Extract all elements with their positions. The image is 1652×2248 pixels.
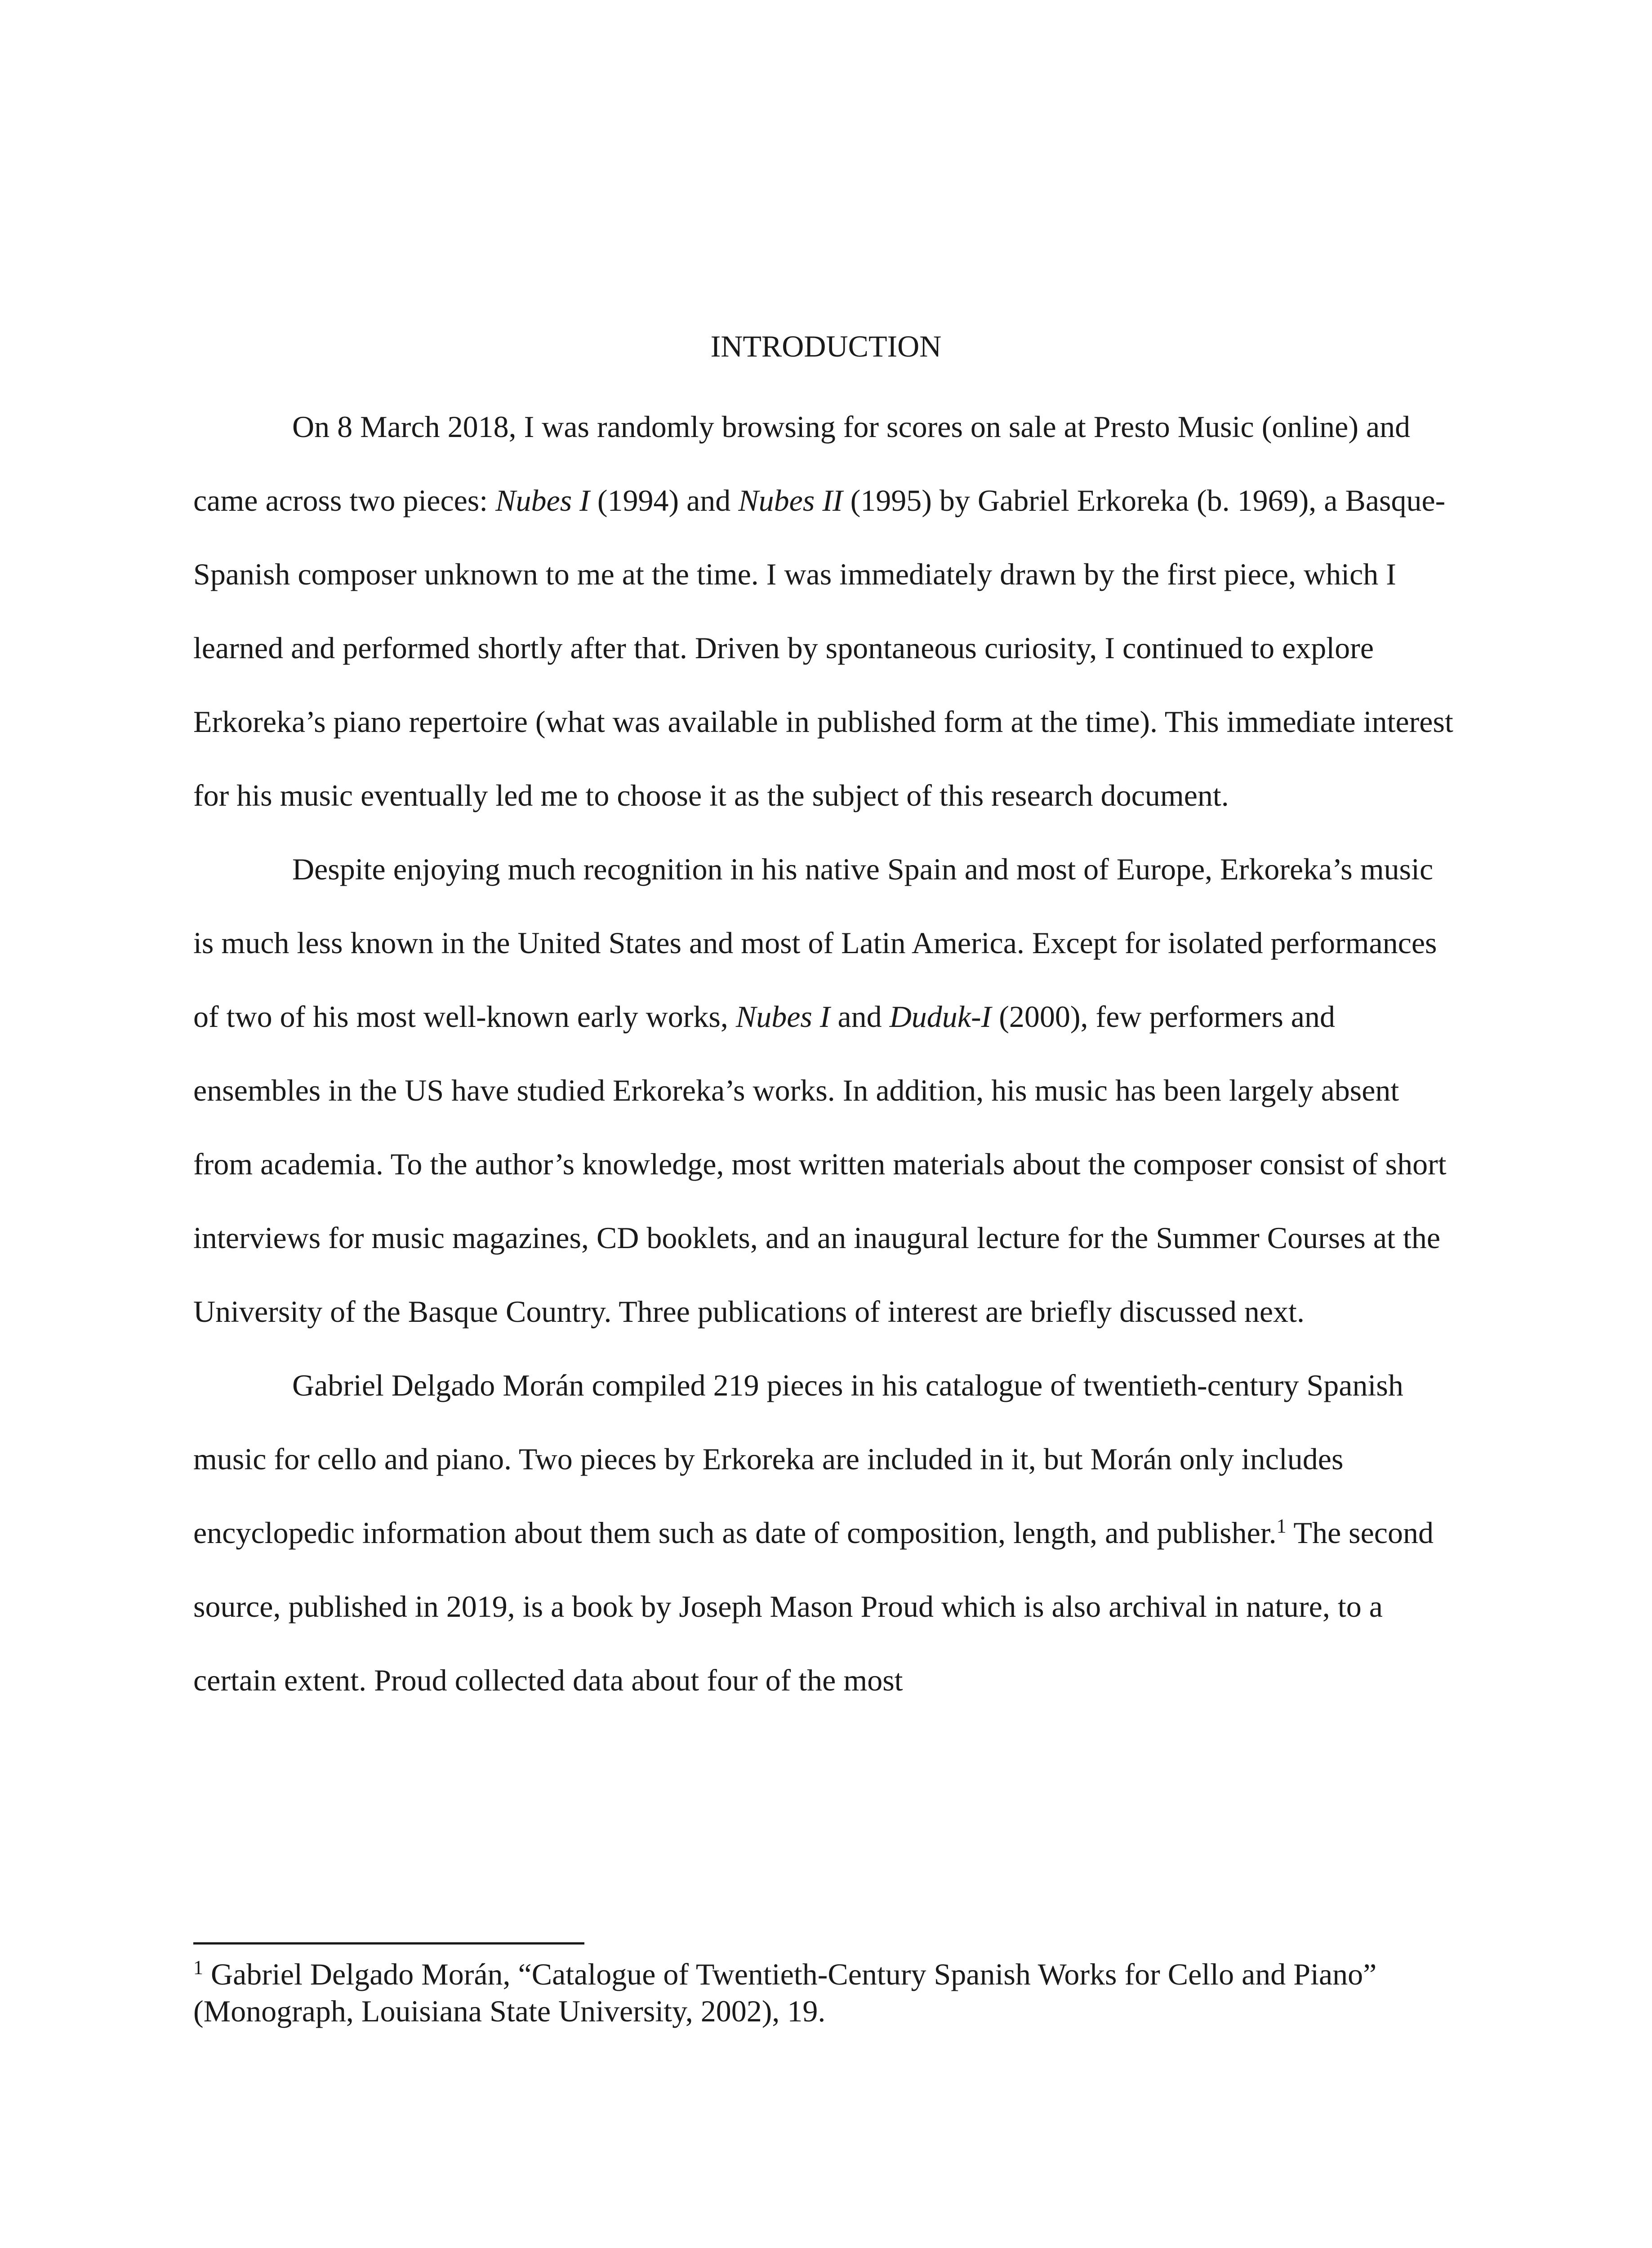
paragraph-3-text-2: The second source, published in 2019, is a book by Joseph Mason Proud which is also archival in nature, to a certain extent. Proud collected data about four of the most: [193, 1516, 1434, 1697]
paragraph-1-text-3: (1995) by Gabriel Erkoreka (b. 1969), a Basque-Spanish composer unknown to me at the time. I was immediately drawn by the first piece, which I learned and performed shortly after that. Driven by spontaneous curiosity, I continued to explore Erkoreka’s piano repertoire (what was available in published form at the time). This immediate interest for his music eventually led me to choose it as the subject of this research document.: [193, 483, 1453, 812]
paragraph-2: [193, 832, 1459, 1348]
footnote-mark: 1: [193, 1956, 203, 1979]
paragraph-2-text-2: and: [830, 999, 890, 1034]
footnote-text: Gabriel Delgado Morán, “Catalogue of Twentieth-Century Spanish Works for Cello and Piano” (Monograph, Louisiana State University, 2002), 19.: [193, 1957, 1377, 2028]
footnote: [193, 1956, 1459, 2029]
paragraph-1: [193, 390, 1459, 832]
paragraph-1-text-1: On 8 March 2018, I was randomly browsing for scores on sale at Presto Music (online) and came across two pieces:: [193, 410, 1411, 517]
work-title-duduk-i: Duduk-I: [889, 999, 992, 1034]
work-title-nubes-i: Nubes I: [495, 483, 590, 517]
footnote-divider: [193, 1942, 584, 1945]
paragraph-1-text-2: (1994) and: [589, 483, 739, 517]
work-title-nubes-i-2: Nubes I: [735, 999, 830, 1034]
body-text: [193, 390, 1459, 1717]
work-title-nubes-ii: Nubes II: [738, 483, 843, 517]
paragraph-3: [193, 1348, 1459, 1717]
footnote-reference[interactable]: 1: [1276, 1515, 1287, 1537]
paragraph-3-text-1: Gabriel Delgado Morán compiled 219 pieces in his catalogue of twentieth-century Spanish music for cello and piano. Two pieces by Erkoreka are included in it, but Morán only includes encyclopedic information about them such as date of composition, length, and publisher.: [193, 1368, 1403, 1550]
paragraph-2-text-1: Despite enjoying much recognition in his native Spain and most of Europe, Erkoreka’s music is much less known in the United States and most of Latin America. Except for isolated performances of two of his most well-known early works,: [193, 852, 1437, 1034]
paragraph-2-text-3: (2000), few performers and ensembles in the US have studied Erkoreka’s works. In addition, his music has been largely absent from academia. To the author’s knowledge, most written materials about the composer consist of short interviews for music magazines, CD booklets, and an inaugural lecture for the Summer Courses at the University of the Basque Country. Three publications of interest are briefly discussed next.: [193, 999, 1447, 1329]
page-title: INTRODUCTION: [710, 329, 942, 363]
